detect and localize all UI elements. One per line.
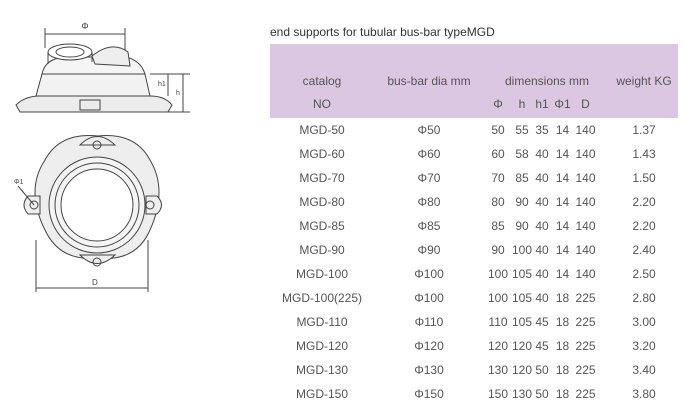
cell-dimensions <box>484 262 610 286</box>
cell-dim-h1: 40 <box>535 171 549 185</box>
cell-weight: 2.40 <box>632 243 656 257</box>
header-weight <box>610 44 678 118</box>
cell-dim-phi1: 14 <box>555 243 570 257</box>
dimensions-group <box>484 195 610 209</box>
cell-catalog: MGD-80 <box>299 195 345 209</box>
cell-dim-phi: 100 <box>487 267 509 281</box>
body <box>36 74 150 96</box>
cell-weight: 1.50 <box>632 171 656 185</box>
cell-dim-h: 120 <box>512 363 533 377</box>
dimensions-group <box>484 315 610 329</box>
cell-dim-d: 225 <box>575 339 596 353</box>
technical-drawing <box>0 0 268 413</box>
cell-dim-phi1: 18 <box>555 363 570 377</box>
cell-dim-d: 140 <box>575 171 596 185</box>
cell-weight: 3.40 <box>632 363 656 377</box>
cell-busbar-dia: Φ80 <box>417 195 441 209</box>
cell-dim-phi1: 14 <box>555 195 570 209</box>
cell-dim-h: 120 <box>512 339 533 353</box>
cell-dim-d: 225 <box>575 291 596 305</box>
clamp <box>92 47 130 66</box>
dimensions-group <box>484 291 610 305</box>
cell-dim-phi1: 18 <box>555 315 570 329</box>
cell-busbar-dia: Φ70 <box>417 171 441 185</box>
cell-dim-phi1: 18 <box>555 387 570 401</box>
cell-busbar-dia: Φ100 <box>414 291 444 305</box>
cell-dim-phi: 120 <box>487 339 509 353</box>
cell-dim-phi: 50 <box>491 123 505 137</box>
cell-busbar-dia: Φ110 <box>414 315 444 329</box>
cell-busbar-dia: Φ100 <box>414 267 444 281</box>
cell-weight: 3.80 <box>632 387 656 401</box>
cell-catalog: MGD-70 <box>299 171 345 185</box>
cell-weight: 2.20 <box>632 195 656 209</box>
cell-catalog: MGD-130 <box>295 363 348 377</box>
cell-dim-h: 90 <box>515 219 529 233</box>
dimensions-group <box>484 147 610 161</box>
cell-dim-h1: 40 <box>535 195 549 209</box>
header-sub-phi1: Φ1 <box>554 97 571 111</box>
table-row <box>270 310 678 334</box>
cell-busbar-dia: Φ120 <box>414 339 444 353</box>
header-catalog-line1: catalog <box>302 74 342 88</box>
cell-dim-phi: 60 <box>491 147 505 161</box>
cell-dim-phi: 85 <box>491 219 505 233</box>
top-view <box>18 136 162 293</box>
cell-weight: 1.43 <box>632 147 656 161</box>
cell-dimensions <box>484 190 610 214</box>
cell-dimensions <box>484 286 610 310</box>
header-sub-d: D <box>581 97 590 111</box>
cell-dim-h: 105 <box>512 291 533 305</box>
cell-dim-phi: 80 <box>491 195 505 209</box>
cell-weight: 3.20 <box>632 339 656 353</box>
cell-dim-h1: 40 <box>535 219 549 233</box>
cell-dim-phi: 150 <box>487 387 509 401</box>
cell-busbar-dia: Φ60 <box>417 147 441 161</box>
header-dimensions-label: dimensions mm <box>504 74 590 88</box>
dimensions-group <box>484 123 610 137</box>
cell-dimensions <box>484 310 610 334</box>
cell-dim-h1: 50 <box>535 387 549 401</box>
cell-dim-phi1: 14 <box>555 219 570 233</box>
cell-dim-d: 140 <box>575 243 596 257</box>
cell-catalog: MGD-50 <box>299 123 345 137</box>
cell-dim-h: 130 <box>512 387 533 401</box>
cell-dim-phi1: 14 <box>555 147 570 161</box>
cell-catalog: MGD-60 <box>299 147 345 161</box>
cell-dim-h: 85 <box>515 171 529 185</box>
cell-dim-phi1: 14 <box>555 267 570 281</box>
dimensions-group <box>484 339 610 353</box>
cell-catalog: MGD-150 <box>295 387 348 401</box>
cell-dim-d: 140 <box>575 267 596 281</box>
cell-dim-h1: 40 <box>535 267 549 281</box>
header-weight-label: weight KG <box>616 74 672 88</box>
header-catalog <box>270 44 374 118</box>
header-busbar-label: bus-bar dia mm <box>387 74 471 88</box>
table-row <box>270 382 678 406</box>
cell-dim-h: 90 <box>515 195 529 209</box>
cell-dim-h1: 45 <box>535 315 549 329</box>
side-view <box>16 28 190 112</box>
table-row <box>270 118 678 142</box>
cell-catalog: MGD-100 <box>295 267 348 281</box>
header-busbar <box>374 44 484 118</box>
table-header-row <box>270 44 678 118</box>
cell-dimensions <box>484 118 610 142</box>
cell-catalog: MGD-85 <box>299 219 345 233</box>
table-row <box>270 190 678 214</box>
cell-busbar-dia: Φ90 <box>417 243 441 257</box>
cell-dim-d: 140 <box>575 123 596 137</box>
ring-inner <box>61 169 133 241</box>
cell-dim-h1: 40 <box>535 243 549 257</box>
cell-weight: 2.80 <box>632 291 656 305</box>
cell-dim-d: 140 <box>575 219 596 233</box>
dimensions-group <box>484 171 610 185</box>
cell-dim-h: 55 <box>515 123 529 137</box>
cell-dimensions <box>484 238 610 262</box>
label-d: D <box>92 278 98 287</box>
cell-weight: 2.50 <box>632 267 656 281</box>
cell-dimensions <box>484 382 610 406</box>
label-h: h <box>176 90 180 97</box>
cell-catalog: MGD-90 <box>299 243 345 257</box>
cell-catalog: MGD-120 <box>295 339 348 353</box>
table-row <box>270 238 678 262</box>
cell-dimensions <box>484 142 610 166</box>
cell-dim-h: 58 <box>515 147 529 161</box>
label-phi1: Φ1 <box>14 179 24 186</box>
cell-dim-h1: 40 <box>535 147 549 161</box>
spec-table <box>270 44 678 406</box>
table-row <box>270 334 678 358</box>
cell-dim-h: 105 <box>512 315 533 329</box>
cell-dim-d: 140 <box>575 195 596 209</box>
dimensions-group <box>484 387 610 401</box>
cell-weight: 1.37 <box>632 123 656 137</box>
table-row <box>270 166 678 190</box>
cell-dimensions <box>484 358 610 382</box>
cell-dim-d: 140 <box>575 147 596 161</box>
label-phi: Φ <box>81 21 89 31</box>
cell-catalog: MGD-110 <box>296 315 348 329</box>
cell-dim-phi1: 18 <box>555 291 570 305</box>
cell-dim-h1: 35 <box>535 123 549 137</box>
cell-catalog: MGD-100(225) <box>281 291 363 305</box>
dimensions-group <box>484 363 610 377</box>
header-sub-h1: h1 <box>535 97 549 111</box>
header-sub-h: h <box>518 97 526 111</box>
cell-dim-h1: 45 <box>535 339 549 353</box>
cell-dim-phi: 130 <box>487 363 509 377</box>
cell-dim-h1: 50 <box>535 363 549 377</box>
cell-dim-phi1: 14 <box>555 123 570 137</box>
cell-busbar-dia: Φ130 <box>414 363 444 377</box>
socket-top <box>48 44 92 60</box>
cell-busbar-dia: Φ85 <box>417 219 441 233</box>
cell-dim-d: 225 <box>575 315 596 329</box>
cell-weight: 2.20 <box>632 219 656 233</box>
table-row <box>270 142 678 166</box>
table-row <box>270 262 678 286</box>
header-sub-phi: Φ <box>493 97 503 111</box>
cell-dim-phi: 100 <box>487 291 509 305</box>
cell-busbar-dia: Φ50 <box>417 123 441 137</box>
page-title: end supports for tubular bus-bar typeMGD <box>270 25 495 39</box>
cell-dim-h: 105 <box>512 267 533 281</box>
table-row <box>270 358 678 382</box>
cell-dim-phi: 110 <box>488 315 508 329</box>
cell-dim-phi: 70 <box>491 171 505 185</box>
cell-dim-d: 225 <box>575 387 596 401</box>
header-dimensions <box>484 44 610 118</box>
dimensions-group <box>484 243 610 257</box>
dimensions-group <box>484 267 610 281</box>
cell-dim-phi1: 18 <box>555 339 570 353</box>
cell-dim-h: 100 <box>512 243 533 257</box>
cell-dim-d: 225 <box>575 363 596 377</box>
table-body <box>270 118 678 406</box>
dimensions-group <box>484 219 610 233</box>
cell-dimensions <box>484 334 610 358</box>
ear-bottom <box>80 255 115 264</box>
header-dimension-subs <box>484 97 610 111</box>
table-row <box>270 286 678 310</box>
cell-weight: 3.00 <box>632 315 656 329</box>
cell-dimensions <box>484 166 610 190</box>
label-h1: h1 <box>158 81 166 88</box>
cell-busbar-dia: Φ150 <box>414 387 444 401</box>
header-catalog-line2: NO <box>313 97 331 111</box>
cell-dimensions <box>484 214 610 238</box>
cell-dim-phi: 90 <box>491 243 505 257</box>
table-row <box>270 214 678 238</box>
cell-dim-h1: 40 <box>535 291 549 305</box>
cell-dim-phi1: 14 <box>555 171 570 185</box>
